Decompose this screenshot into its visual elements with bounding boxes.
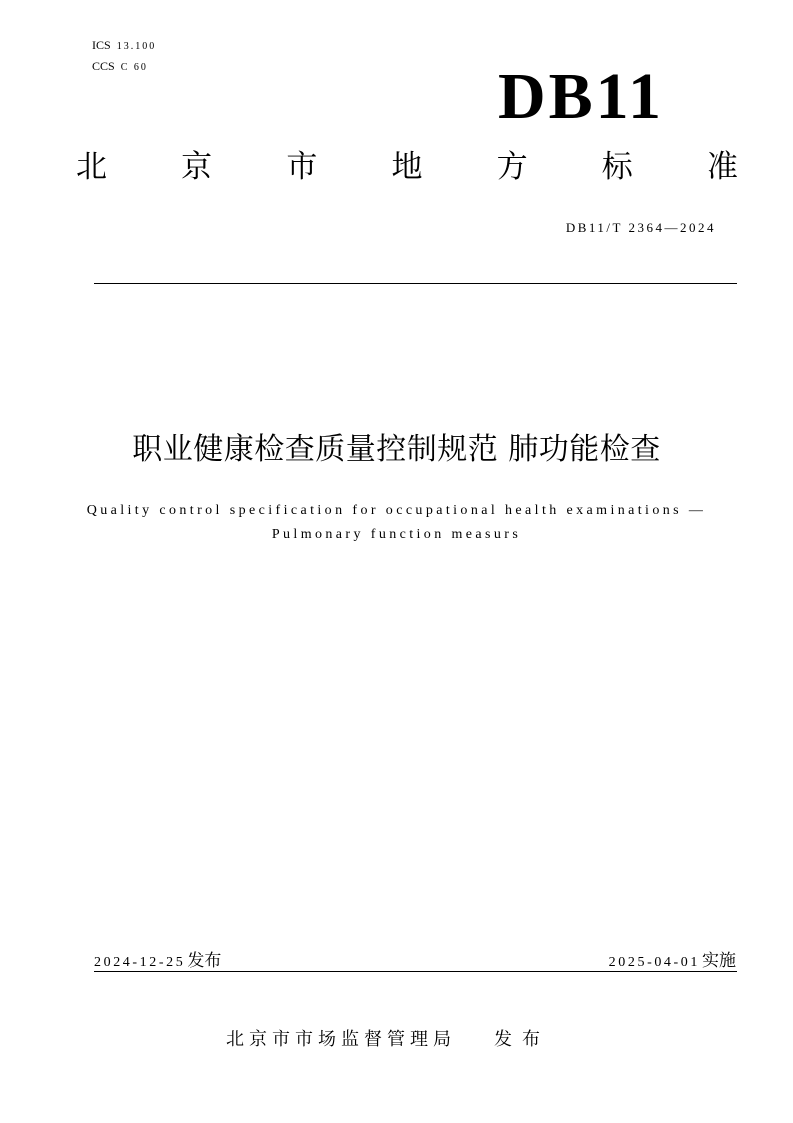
top-divider bbox=[94, 283, 737, 284]
implementation-date-value: 2025-04-01 bbox=[608, 955, 700, 970]
issue-label: 发布 bbox=[187, 951, 222, 971]
bottom-divider bbox=[94, 971, 737, 972]
publisher-name: 北京市市场监督管理局 bbox=[226, 1029, 456, 1050]
publisher-line bbox=[226, 1025, 550, 1051]
standard-number: DB11/T 2364—2024 bbox=[565, 220, 716, 235]
issue-date-value: 2024-12-25 bbox=[94, 955, 186, 970]
publish-label: 发布 bbox=[494, 1029, 550, 1050]
implementation-label: 实施 bbox=[702, 951, 736, 971]
ics-label: ICS bbox=[92, 38, 111, 52]
standard-type-char: 方 bbox=[496, 149, 528, 185]
standard-type-char: 地 bbox=[391, 149, 423, 185]
standard-logo: DB11 bbox=[498, 60, 665, 133]
standard-type-char: 京 bbox=[181, 149, 213, 185]
document-title-english-line2: Pulmonary function measurs bbox=[271, 527, 522, 542]
ics-code: 13.100 bbox=[116, 41, 157, 52]
ics-classification bbox=[92, 38, 156, 53]
implementation-date bbox=[609, 946, 736, 971]
document-title-english-line1: Quality control specification for occupational health examinations — bbox=[86, 503, 707, 518]
standard-type-char: 北 bbox=[76, 149, 107, 185]
ccs-code: C 60 bbox=[120, 62, 148, 73]
ccs-label: CCS bbox=[92, 59, 115, 73]
issue-date bbox=[94, 946, 221, 971]
standard-type-char: 准 bbox=[706, 149, 738, 185]
standard-type-char: 市 bbox=[286, 149, 318, 185]
ccs-classification bbox=[92, 59, 148, 74]
standard-type-char: 标 bbox=[601, 149, 633, 185]
document-title-chinese: 职业健康检查质量控制规范 肺功能检查 bbox=[132, 432, 661, 467]
standard-type-title bbox=[76, 149, 738, 185]
